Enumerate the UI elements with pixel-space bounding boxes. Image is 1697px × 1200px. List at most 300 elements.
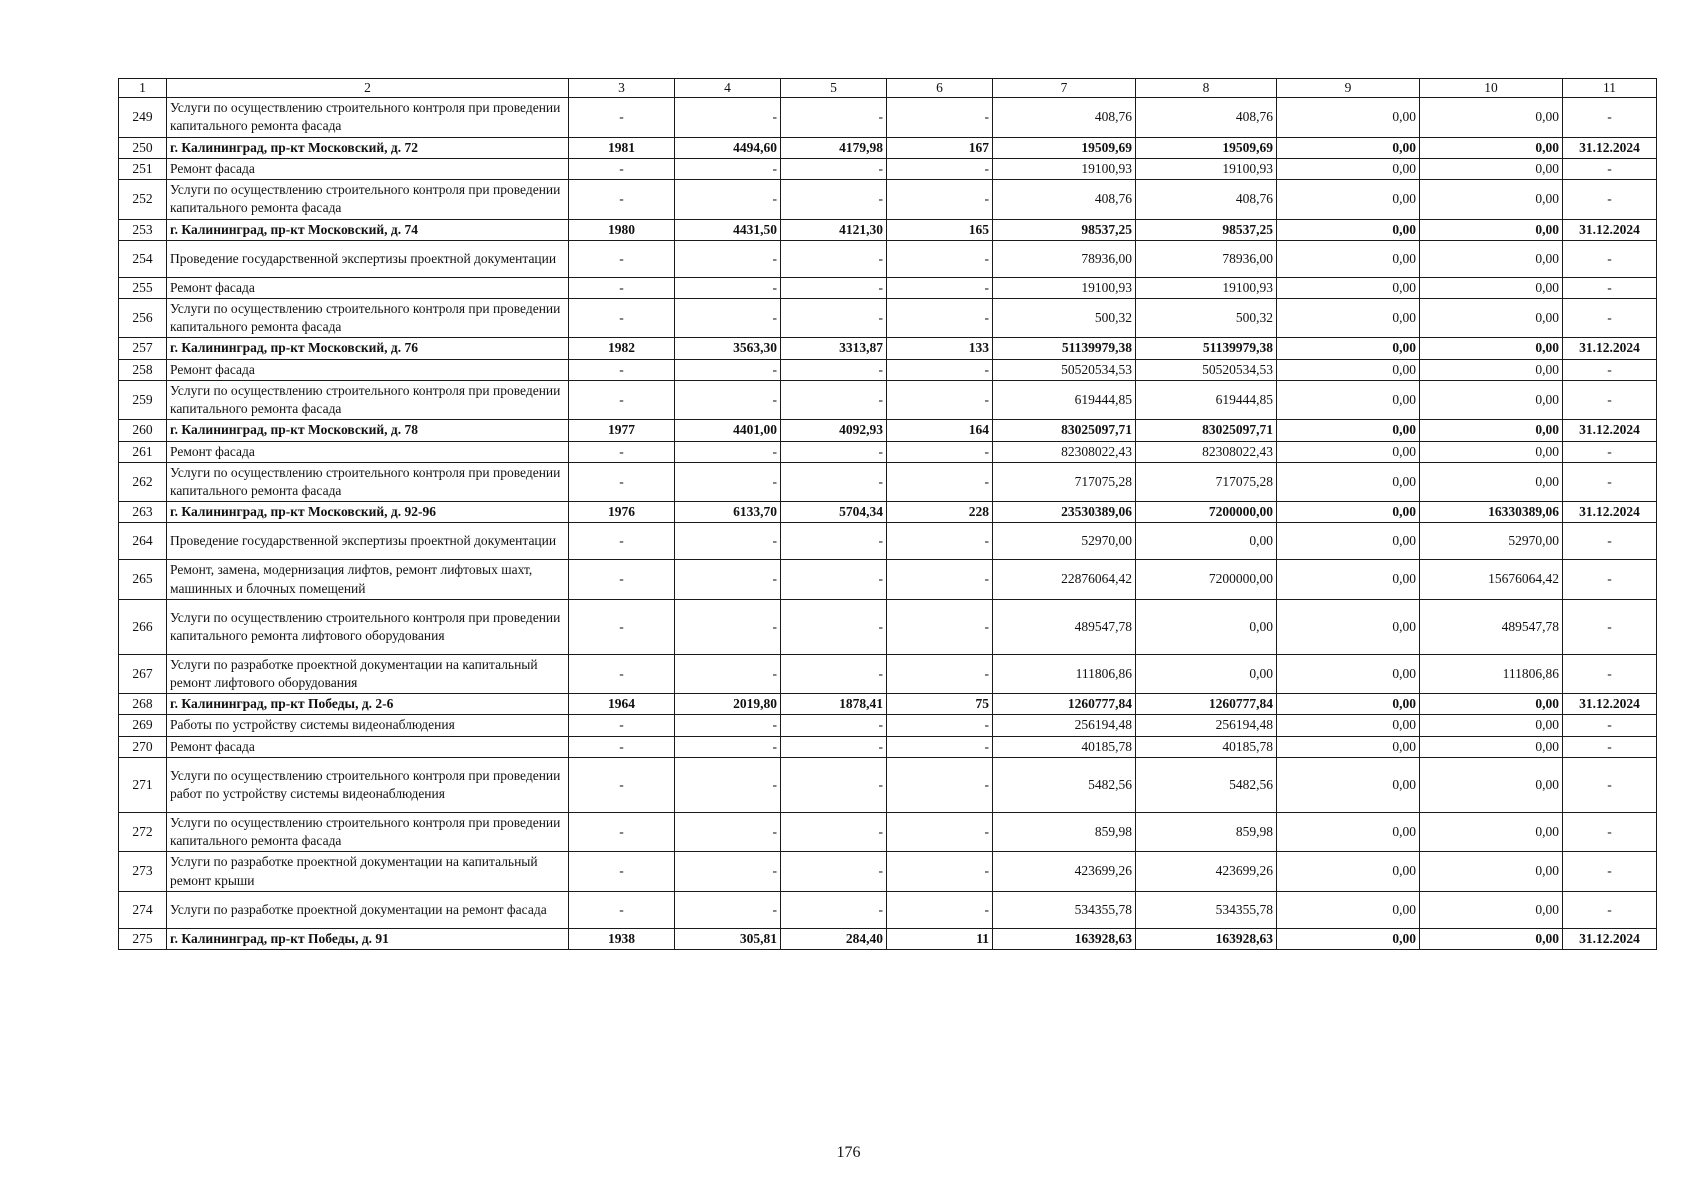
work-item-row <box>119 736 1657 757</box>
repair-register-table <box>118 78 1657 950</box>
total-area-cell: - <box>675 599 781 654</box>
row-number-cell: 266 <box>119 599 167 654</box>
residents-count-cell: - <box>887 298 993 337</box>
total-cost-cell: 500,32 <box>993 298 1136 337</box>
completion-date-cell: 31.12.2024 <box>1563 420 1657 441</box>
completion-date-cell: - <box>1563 560 1657 599</box>
column-header: 3 <box>569 79 675 98</box>
work-item-row <box>119 441 1657 462</box>
build-year-cell: - <box>569 359 675 380</box>
item-name-cell: Проведение государственной экспертизы проектной документации <box>167 240 569 277</box>
work-item-row <box>119 891 1657 928</box>
fund-cost-cell: 19100,93 <box>1136 158 1277 179</box>
completion-date-cell: - <box>1563 736 1657 757</box>
total-cost-cell: 19100,93 <box>993 158 1136 179</box>
item-name-cell: Услуги по осуществлению строительного контроля при проведении капитального ремонта лифтового оборудования <box>167 599 569 654</box>
row-number-cell: 273 <box>119 852 167 891</box>
item-name-cell: г. Калининград, пр-кт Московский, д. 72 <box>167 137 569 158</box>
budget-cost-cell: 0,00 <box>1277 736 1420 757</box>
fund-cost-cell: 7200000,00 <box>1136 560 1277 599</box>
fund-cost-cell: 1260777,84 <box>1136 694 1277 715</box>
row-number-cell: 270 <box>119 736 167 757</box>
residents-count-cell: - <box>887 891 993 928</box>
owner-cost-cell: 0,00 <box>1420 757 1563 812</box>
column-header: 4 <box>675 79 781 98</box>
owner-cost-cell: 15676064,42 <box>1420 560 1563 599</box>
work-item-row <box>119 852 1657 891</box>
residents-count-cell: - <box>887 812 993 851</box>
residents-count-cell: - <box>887 158 993 179</box>
residents-count-cell: 11 <box>887 928 993 949</box>
completion-date-cell: - <box>1563 462 1657 501</box>
work-item-row <box>119 380 1657 419</box>
fund-cost-cell: 83025097,71 <box>1136 420 1277 441</box>
total-area-cell: - <box>675 240 781 277</box>
budget-cost-cell: 0,00 <box>1277 694 1420 715</box>
item-name-cell: Ремонт фасада <box>167 277 569 298</box>
total-cost-cell: 489547,78 <box>993 599 1136 654</box>
residential-area-cell: - <box>781 715 887 736</box>
owner-cost-cell: 0,00 <box>1420 462 1563 501</box>
residents-count-cell: 228 <box>887 502 993 523</box>
item-name-cell: Ремонт, замена, модернизация лифтов, ремонт лифтовых шахт, машинных и блочных помещений <box>167 560 569 599</box>
column-header: 10 <box>1420 79 1563 98</box>
row-number-cell: 275 <box>119 928 167 949</box>
residential-area-cell: - <box>781 359 887 380</box>
owner-cost-cell: 0,00 <box>1420 812 1563 851</box>
owner-cost-cell: 0,00 <box>1420 219 1563 240</box>
residents-count-cell: - <box>887 180 993 219</box>
column-header: 9 <box>1277 79 1420 98</box>
work-item-row <box>119 560 1657 599</box>
total-area-cell: - <box>675 462 781 501</box>
build-year-cell: - <box>569 277 675 298</box>
item-name-cell: г. Калининград, пр-кт Победы, д. 2-6 <box>167 694 569 715</box>
total-cost-cell: 859,98 <box>993 812 1136 851</box>
budget-cost-cell: 0,00 <box>1277 98 1420 137</box>
owner-cost-cell: 0,00 <box>1420 137 1563 158</box>
fund-cost-cell: 859,98 <box>1136 812 1277 851</box>
total-cost-cell: 408,76 <box>993 180 1136 219</box>
fund-cost-cell: 0,00 <box>1136 523 1277 560</box>
build-year-cell: 1980 <box>569 219 675 240</box>
completion-date-cell: - <box>1563 523 1657 560</box>
total-area-cell: - <box>675 359 781 380</box>
item-name-cell: Проведение государственной экспертизы проектной документации <box>167 523 569 560</box>
work-item-row <box>119 812 1657 851</box>
total-area-cell: - <box>675 441 781 462</box>
build-year-cell: - <box>569 654 675 693</box>
residents-count-cell: - <box>887 240 993 277</box>
budget-cost-cell: 0,00 <box>1277 852 1420 891</box>
work-item-row <box>119 180 1657 219</box>
residents-count-cell: - <box>887 654 993 693</box>
completion-date-cell: 31.12.2024 <box>1563 219 1657 240</box>
work-item-row <box>119 599 1657 654</box>
fund-cost-cell: 78936,00 <box>1136 240 1277 277</box>
address-row <box>119 338 1657 359</box>
completion-date-cell: 31.12.2024 <box>1563 694 1657 715</box>
residential-area-cell: 4121,30 <box>781 219 887 240</box>
page-number: 176 <box>836 1144 861 1161</box>
budget-cost-cell: 0,00 <box>1277 298 1420 337</box>
residential-area-cell: 1878,41 <box>781 694 887 715</box>
row-number-cell: 272 <box>119 812 167 851</box>
budget-cost-cell: 0,00 <box>1277 757 1420 812</box>
residential-area-cell: - <box>781 523 887 560</box>
budget-cost-cell: 0,00 <box>1277 420 1420 441</box>
item-name-cell: Услуги по осуществлению строительного контроля при проведении капитального ремонта фасада <box>167 380 569 419</box>
residential-area-cell: - <box>781 891 887 928</box>
residential-area-cell: - <box>781 98 887 137</box>
work-item-row <box>119 298 1657 337</box>
fund-cost-cell: 534355,78 <box>1136 891 1277 928</box>
budget-cost-cell: 0,00 <box>1277 560 1420 599</box>
residential-area-cell: - <box>781 736 887 757</box>
fund-cost-cell: 7200000,00 <box>1136 502 1277 523</box>
residential-area-cell: - <box>781 240 887 277</box>
row-number-cell: 255 <box>119 277 167 298</box>
row-number-cell: 269 <box>119 715 167 736</box>
row-number-cell: 253 <box>119 219 167 240</box>
total-area-cell: - <box>675 560 781 599</box>
item-name-cell: Ремонт фасада <box>167 359 569 380</box>
completion-date-cell: - <box>1563 180 1657 219</box>
owner-cost-cell: 0,00 <box>1420 359 1563 380</box>
residential-area-cell: - <box>781 380 887 419</box>
row-number-cell: 260 <box>119 420 167 441</box>
completion-date-cell: - <box>1563 654 1657 693</box>
build-year-cell: - <box>569 180 675 219</box>
owner-cost-cell: 489547,78 <box>1420 599 1563 654</box>
total-cost-cell: 717075,28 <box>993 462 1136 501</box>
completion-date-cell: 31.12.2024 <box>1563 338 1657 359</box>
total-cost-cell: 22876064,42 <box>993 560 1136 599</box>
table-body <box>119 79 1657 950</box>
total-area-cell: - <box>675 277 781 298</box>
row-number-cell: 249 <box>119 98 167 137</box>
fund-cost-cell: 19100,93 <box>1136 277 1277 298</box>
budget-cost-cell: 0,00 <box>1277 158 1420 179</box>
item-name-cell: г. Калининград, пр-кт Московский, д. 76 <box>167 338 569 359</box>
completion-date-cell: 31.12.2024 <box>1563 928 1657 949</box>
build-year-cell: - <box>569 240 675 277</box>
total-cost-cell: 52970,00 <box>993 523 1136 560</box>
owner-cost-cell: 0,00 <box>1420 98 1563 137</box>
total-area-cell: - <box>675 98 781 137</box>
completion-date-cell: - <box>1563 158 1657 179</box>
budget-cost-cell: 0,00 <box>1277 219 1420 240</box>
item-name-cell: Ремонт фасада <box>167 441 569 462</box>
total-area-cell: - <box>675 715 781 736</box>
residents-count-cell: - <box>887 359 993 380</box>
total-cost-cell: 19509,69 <box>993 137 1136 158</box>
row-number-cell: 264 <box>119 523 167 560</box>
budget-cost-cell: 0,00 <box>1277 523 1420 560</box>
owner-cost-cell: 111806,86 <box>1420 654 1563 693</box>
build-year-cell: - <box>569 560 675 599</box>
residents-count-cell: - <box>887 757 993 812</box>
completion-date-cell: - <box>1563 891 1657 928</box>
address-row <box>119 219 1657 240</box>
total-cost-cell: 23530389,06 <box>993 502 1136 523</box>
work-item-row <box>119 277 1657 298</box>
item-name-cell: Услуги по осуществлению строительного контроля при проведении капитального ремонта фасада <box>167 462 569 501</box>
total-area-cell: 4401,00 <box>675 420 781 441</box>
fund-cost-cell: 40185,78 <box>1136 736 1277 757</box>
row-number-cell: 252 <box>119 180 167 219</box>
total-area-cell: - <box>675 380 781 419</box>
residential-area-cell: 5704,34 <box>781 502 887 523</box>
item-name-cell: Услуги по осуществлению строительного контроля при проведении капитального ремонта фасада <box>167 98 569 137</box>
build-year-cell: 1981 <box>569 137 675 158</box>
item-name-cell: Услуги по разработке проектной документации на капитальный ремонт крыши <box>167 852 569 891</box>
build-year-cell: - <box>569 380 675 419</box>
address-row <box>119 928 1657 949</box>
completion-date-cell: - <box>1563 715 1657 736</box>
residential-area-cell: - <box>781 654 887 693</box>
total-area-cell: - <box>675 736 781 757</box>
owner-cost-cell: 16330389,06 <box>1420 502 1563 523</box>
owner-cost-cell: 0,00 <box>1420 380 1563 419</box>
residents-count-cell: - <box>887 523 993 560</box>
residential-area-cell: - <box>781 852 887 891</box>
work-item-row <box>119 757 1657 812</box>
residential-area-cell: - <box>781 599 887 654</box>
total-area-cell: 4494,60 <box>675 137 781 158</box>
item-name-cell: Услуги по разработке проектной документации на капитальный ремонт лифтового оборудования <box>167 654 569 693</box>
build-year-cell: 1964 <box>569 694 675 715</box>
build-year-cell: - <box>569 158 675 179</box>
total-cost-cell: 163928,63 <box>993 928 1136 949</box>
total-cost-cell: 40185,78 <box>993 736 1136 757</box>
build-year-cell: - <box>569 98 675 137</box>
residents-count-cell: - <box>887 277 993 298</box>
total-area-cell: 6133,70 <box>675 502 781 523</box>
fund-cost-cell: 619444,85 <box>1136 380 1277 419</box>
item-name-cell: Работы по устройству системы видеонаблюдения <box>167 715 569 736</box>
work-item-row <box>119 98 1657 137</box>
budget-cost-cell: 0,00 <box>1277 137 1420 158</box>
column-header: 5 <box>781 79 887 98</box>
total-area-cell: - <box>675 180 781 219</box>
fund-cost-cell: 51139979,38 <box>1136 338 1277 359</box>
completion-date-cell: 31.12.2024 <box>1563 137 1657 158</box>
item-name-cell: Услуги по осуществлению строительного контроля при проведении капитального ремонта фасада <box>167 812 569 851</box>
total-cost-cell: 534355,78 <box>993 891 1136 928</box>
fund-cost-cell: 0,00 <box>1136 654 1277 693</box>
total-cost-cell: 51139979,38 <box>993 338 1136 359</box>
work-item-row <box>119 240 1657 277</box>
row-number-cell: 259 <box>119 380 167 419</box>
budget-cost-cell: 0,00 <box>1277 180 1420 219</box>
completion-date-cell: - <box>1563 812 1657 851</box>
row-number-cell: 257 <box>119 338 167 359</box>
owner-cost-cell: 0,00 <box>1420 736 1563 757</box>
total-area-cell: - <box>675 523 781 560</box>
budget-cost-cell: 0,00 <box>1277 338 1420 359</box>
row-number-cell: 251 <box>119 158 167 179</box>
completion-date-cell: - <box>1563 852 1657 891</box>
owner-cost-cell: 0,00 <box>1420 277 1563 298</box>
owner-cost-cell: 0,00 <box>1420 338 1563 359</box>
residential-area-cell: - <box>781 158 887 179</box>
completion-date-cell: - <box>1563 240 1657 277</box>
residents-count-cell: - <box>887 852 993 891</box>
residential-area-cell: - <box>781 441 887 462</box>
owner-cost-cell: 0,00 <box>1420 852 1563 891</box>
completion-date-cell: - <box>1563 757 1657 812</box>
row-number-cell: 268 <box>119 694 167 715</box>
row-number-cell: 267 <box>119 654 167 693</box>
owner-cost-cell: 0,00 <box>1420 891 1563 928</box>
total-cost-cell: 98537,25 <box>993 219 1136 240</box>
address-row <box>119 420 1657 441</box>
fund-cost-cell: 0,00 <box>1136 599 1277 654</box>
budget-cost-cell: 0,00 <box>1277 891 1420 928</box>
work-item-row <box>119 359 1657 380</box>
column-number-header-row <box>119 79 1657 98</box>
item-name-cell: Услуги по осуществлению строительного контроля при проведении капитального ремонта фасада <box>167 298 569 337</box>
build-year-cell: - <box>569 298 675 337</box>
row-number-cell: 256 <box>119 298 167 337</box>
total-cost-cell: 1260777,84 <box>993 694 1136 715</box>
item-name-cell: Услуги по осуществлению строительного контроля при проведении капитального ремонта фасада <box>167 180 569 219</box>
total-cost-cell: 256194,48 <box>993 715 1136 736</box>
completion-date-cell: - <box>1563 599 1657 654</box>
residential-area-cell: - <box>781 757 887 812</box>
fund-cost-cell: 82308022,43 <box>1136 441 1277 462</box>
budget-cost-cell: 0,00 <box>1277 654 1420 693</box>
residents-count-cell: - <box>887 599 993 654</box>
total-cost-cell: 82308022,43 <box>993 441 1136 462</box>
residential-area-cell: - <box>781 180 887 219</box>
build-year-cell: - <box>569 812 675 851</box>
budget-cost-cell: 0,00 <box>1277 599 1420 654</box>
total-cost-cell: 19100,93 <box>993 277 1136 298</box>
total-cost-cell: 78936,00 <box>993 240 1136 277</box>
column-header: 2 <box>167 79 569 98</box>
work-item-row <box>119 523 1657 560</box>
build-year-cell: 1977 <box>569 420 675 441</box>
total-area-cell: - <box>675 812 781 851</box>
owner-cost-cell: 0,00 <box>1420 158 1563 179</box>
total-area-cell: - <box>675 654 781 693</box>
completion-date-cell: 31.12.2024 <box>1563 502 1657 523</box>
fund-cost-cell: 163928,63 <box>1136 928 1277 949</box>
residents-count-cell: 167 <box>887 137 993 158</box>
column-header: 11 <box>1563 79 1657 98</box>
completion-date-cell: - <box>1563 277 1657 298</box>
residents-count-cell: - <box>887 380 993 419</box>
budget-cost-cell: 0,00 <box>1277 277 1420 298</box>
budget-cost-cell: 0,00 <box>1277 502 1420 523</box>
owner-cost-cell: 0,00 <box>1420 715 1563 736</box>
register-sheet <box>118 78 1656 950</box>
residents-count-cell: 165 <box>887 219 993 240</box>
residential-area-cell: - <box>781 812 887 851</box>
column-header: 1 <box>119 79 167 98</box>
total-cost-cell: 423699,26 <box>993 852 1136 891</box>
total-area-cell: - <box>675 757 781 812</box>
residents-count-cell: 75 <box>887 694 993 715</box>
work-item-row <box>119 715 1657 736</box>
item-name-cell: Услуги по осуществлению строительного контроля при проведении работ по устройству системы видеонаблюдения <box>167 757 569 812</box>
total-cost-cell: 619444,85 <box>993 380 1136 419</box>
completion-date-cell: - <box>1563 359 1657 380</box>
owner-cost-cell: 0,00 <box>1420 298 1563 337</box>
build-year-cell: 1976 <box>569 502 675 523</box>
work-item-row <box>119 462 1657 501</box>
column-header: 6 <box>887 79 993 98</box>
completion-date-cell: - <box>1563 298 1657 337</box>
budget-cost-cell: 0,00 <box>1277 928 1420 949</box>
build-year-cell: - <box>569 757 675 812</box>
address-row <box>119 502 1657 523</box>
residential-area-cell: 4092,93 <box>781 420 887 441</box>
item-name-cell: Услуги по разработке проектной документации на ремонт фасада <box>167 891 569 928</box>
build-year-cell: - <box>569 852 675 891</box>
residents-count-cell: - <box>887 736 993 757</box>
item-name-cell: Ремонт фасада <box>167 736 569 757</box>
total-cost-cell: 408,76 <box>993 98 1136 137</box>
budget-cost-cell: 0,00 <box>1277 715 1420 736</box>
owner-cost-cell: 0,00 <box>1420 180 1563 219</box>
total-cost-cell: 111806,86 <box>993 654 1136 693</box>
fund-cost-cell: 256194,48 <box>1136 715 1277 736</box>
fund-cost-cell: 98537,25 <box>1136 219 1277 240</box>
row-number-cell: 263 <box>119 502 167 523</box>
address-row <box>119 694 1657 715</box>
budget-cost-cell: 0,00 <box>1277 812 1420 851</box>
budget-cost-cell: 0,00 <box>1277 441 1420 462</box>
fund-cost-cell: 717075,28 <box>1136 462 1277 501</box>
row-number-cell: 258 <box>119 359 167 380</box>
build-year-cell: - <box>569 599 675 654</box>
total-area-cell: 2019,80 <box>675 694 781 715</box>
owner-cost-cell: 0,00 <box>1420 240 1563 277</box>
residents-count-cell: - <box>887 560 993 599</box>
residential-area-cell: - <box>781 298 887 337</box>
fund-cost-cell: 5482,56 <box>1136 757 1277 812</box>
completion-date-cell: - <box>1563 380 1657 419</box>
owner-cost-cell: 0,00 <box>1420 420 1563 441</box>
row-number-cell: 262 <box>119 462 167 501</box>
column-header: 7 <box>993 79 1136 98</box>
item-name-cell: г. Калининград, пр-кт Московский, д. 74 <box>167 219 569 240</box>
row-number-cell: 250 <box>119 137 167 158</box>
owner-cost-cell: 0,00 <box>1420 928 1563 949</box>
total-area-cell: 305,81 <box>675 928 781 949</box>
budget-cost-cell: 0,00 <box>1277 359 1420 380</box>
fund-cost-cell: 408,76 <box>1136 98 1277 137</box>
residents-count-cell: 164 <box>887 420 993 441</box>
build-year-cell: - <box>569 715 675 736</box>
address-row <box>119 137 1657 158</box>
completion-date-cell: - <box>1563 441 1657 462</box>
fund-cost-cell: 423699,26 <box>1136 852 1277 891</box>
build-year-cell: - <box>569 462 675 501</box>
budget-cost-cell: 0,00 <box>1277 380 1420 419</box>
total-cost-cell: 83025097,71 <box>993 420 1136 441</box>
item-name-cell: Ремонт фасада <box>167 158 569 179</box>
total-cost-cell: 50520534,53 <box>993 359 1136 380</box>
fund-cost-cell: 408,76 <box>1136 180 1277 219</box>
row-number-cell: 271 <box>119 757 167 812</box>
residential-area-cell: - <box>781 560 887 599</box>
fund-cost-cell: 19509,69 <box>1136 137 1277 158</box>
work-item-row <box>119 654 1657 693</box>
